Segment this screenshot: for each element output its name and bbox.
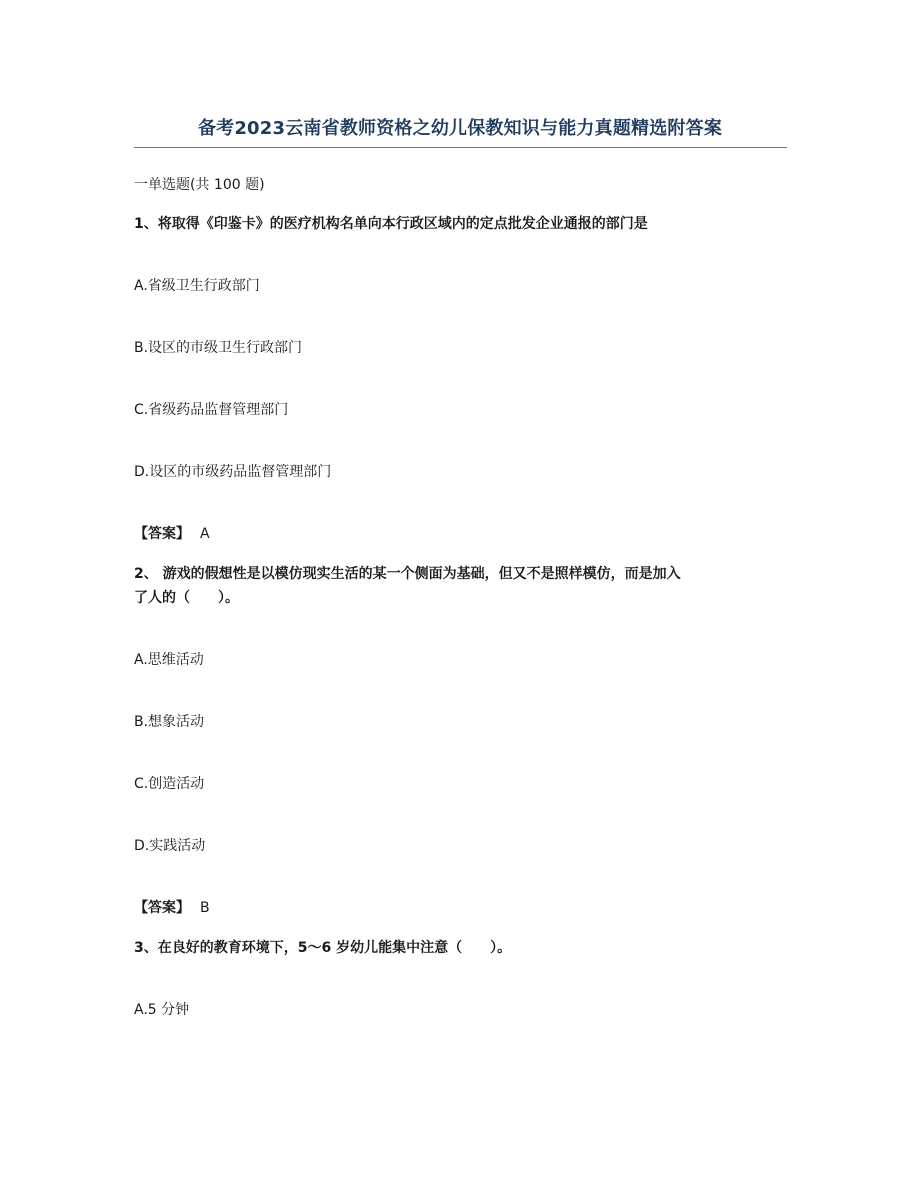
question-2-answer [134, 898, 210, 918]
question-3-option-a: A.5 分钟 [134, 1002, 190, 1018]
question-1-option-b: B.设区的市级卫生行政部门 [134, 340, 303, 356]
question-2-option-a: A.思维活动 [134, 652, 204, 668]
question-2-option-c: C.创造活动 [134, 776, 205, 792]
answer-value: A [200, 526, 210, 542]
question-1-option-d: D.设区的市级药品监督管理部门 [134, 464, 332, 480]
page-title: 备考2023云南省教师资格之幼儿保教知识与能力真题精选附答案 [197, 118, 723, 139]
question-1-answer [134, 524, 210, 544]
question-3-stem: 3、在良好的教育环境下，5～6 岁幼儿能集中注意（ ）。 [134, 940, 512, 956]
answer-label: 【答案】 [134, 900, 190, 916]
section-heading: 一单选题(共 100 题) [134, 177, 265, 193]
question-1-option-a: A.省级卫生行政部门 [134, 278, 260, 294]
question-1-option-c: C.省级药品监督管理部门 [134, 402, 289, 418]
question-2-option-b: B.想象活动 [134, 714, 205, 730]
question-2-stem-line-2: 了人的（ ）。 [134, 590, 239, 606]
question-1-stem: 1、将取得《印鉴卡》的医疗机构名单向本行政区域内的定点批发企业通报的部门是 [134, 216, 648, 232]
answer-value: B [200, 900, 210, 916]
question-2-option-d: D.实践活动 [134, 838, 206, 854]
question-2-stem-line-1: 2、 游戏的假想性是以模仿现实生活的某一个侧面为基础，但又不是照样模仿，而是加入 [134, 566, 681, 582]
answer-label: 【答案】 [134, 526, 190, 542]
title-divider [134, 147, 787, 148]
